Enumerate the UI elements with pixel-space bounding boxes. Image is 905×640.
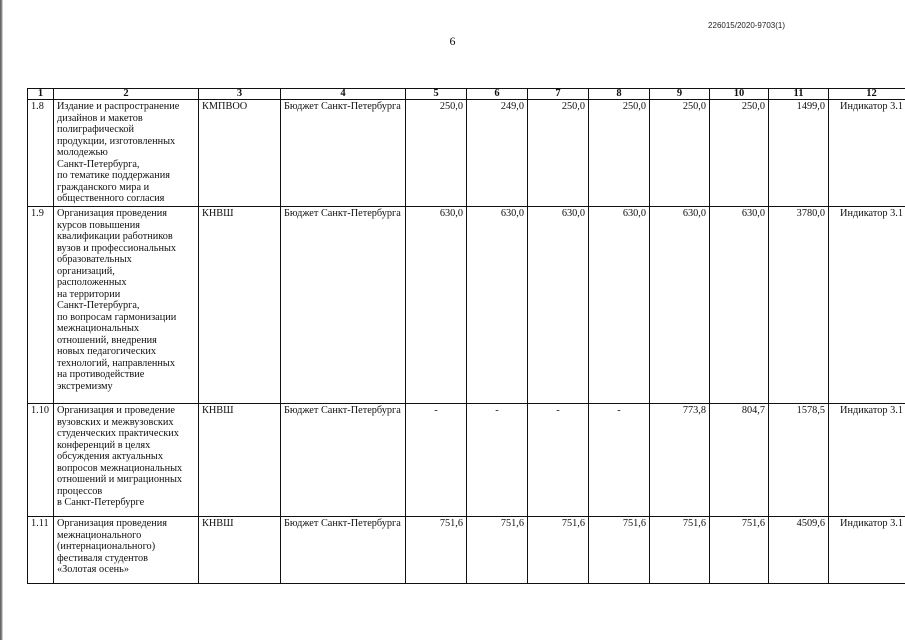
description-line: на территории [57,288,121,300]
executor-cell: КНВШ [199,404,281,517]
description-line: экстремизму [57,380,113,392]
table-row [28,100,905,207]
column-header: 10 [710,89,769,100]
description-line: по вопросам гармонизации [57,311,177,323]
value-cell: 250,0 [406,100,467,207]
value-cell: 630,0 [406,207,467,404]
total-cell: 4509,6 [769,517,829,584]
description-line: отношений и миграционных [57,474,183,485]
description-line: в Санкт-Петербурге [57,497,145,508]
description-line: молодежью [57,147,108,158]
executor-cell: КНВШ [199,207,281,404]
description-line: общественного согласия [57,193,165,204]
document-number: 226015/2020-9703(1) [708,21,785,30]
description-line: Организация проведения [57,518,167,529]
column-header: 3 [199,89,281,100]
column-header: 1 [28,89,54,100]
description-line: вузовских и межвузовских [57,416,174,428]
value-cell: 751,6 [467,517,528,584]
row-number: 1.9 [28,207,54,404]
description-line: вопросов межнациональных [57,462,183,474]
description-line: межнациональных [57,323,140,334]
column-header: 7 [528,89,589,100]
scan-edge [0,0,3,640]
total-cell: 1578,5 [769,404,829,517]
description-line: конференций в целях [57,439,151,451]
value-cell: 751,6 [528,517,589,584]
column-header: 8 [589,89,650,100]
column-header: 6 [467,89,528,100]
description-line: квалификации работников [57,231,173,242]
description-line: на противодействие [57,369,145,380]
value-cell: 751,6 [710,517,769,584]
header-row [28,89,905,100]
description-line: курсов повышения [57,219,141,231]
value-cell: 250,0 [589,100,650,207]
program-table [27,88,905,584]
column-header: 9 [650,89,710,100]
row-description [54,100,199,207]
column-header: 12 [829,89,905,100]
value-cell: 630,0 [467,207,528,404]
description-line: отношений, внедрения [57,334,157,346]
row-number: 1.10 [28,404,54,517]
value-cell: 630,0 [710,207,769,404]
description-line: «Золотая осень» [57,564,130,575]
total-cell: 3780,0 [769,207,829,404]
row-description [54,517,199,584]
value-cell: 249,0 [467,100,528,207]
column-header: 5 [406,89,467,100]
description-line: по тематике поддержания [57,170,170,181]
description-line: Организация проведения [57,208,167,219]
value-cell: - [467,404,528,517]
description-line: обсуждения актуальных [57,451,163,462]
value-cell: 630,0 [589,207,650,404]
indicator-cell: Индикатор 3.1 [829,404,905,517]
description-line: студенческих практических [57,428,179,439]
description-line: Санкт-Петербурга, [57,158,140,170]
value-cell: 751,6 [406,517,467,584]
indicator-cell: Индикатор 3.1 [829,100,905,207]
value-cell: 751,6 [589,517,650,584]
executor-cell: КНВШ [199,517,281,584]
total-cell: 1499,0 [769,100,829,207]
executor-cell: КМПВОО [199,100,281,207]
value-cell: - [406,404,467,517]
indicator-cell: Индикатор 3.1 [829,207,905,404]
description-line: межнационального [57,529,142,541]
description-line: Санкт-Петербурга, [57,300,140,311]
funding-source-cell: Бюджет Санкт-Петербурга [281,517,406,584]
description-line: расположенных [57,277,127,288]
value-cell: 804,7 [710,404,769,517]
table-row [28,517,905,584]
value-cell: 630,0 [528,207,589,404]
funding-source-cell: Бюджет Санкт-Петербурга [281,100,406,207]
description-line: образовательных [57,254,132,265]
row-number: 1.8 [28,100,54,207]
column-header: 2 [54,89,199,100]
table-row [28,207,905,404]
description-line: вузов и профессиональных [57,242,177,254]
description-line: Издание и распространение [57,101,180,112]
indicator-cell: Индикатор 3.1 [829,517,905,584]
value-cell: - [589,404,650,517]
description-line: технологий, направленных [57,357,175,369]
row-description [54,404,199,517]
description-line: организаций, [57,265,115,277]
description-line: процессов [57,485,103,497]
value-cell: - [528,404,589,517]
column-header: 4 [281,89,406,100]
description-line: фестиваля студентов [57,552,149,564]
funding-source-cell: Бюджет Санкт-Петербурга [281,404,406,517]
description-line: (интернационального) [57,541,156,552]
table-row [28,404,905,517]
description-line: новых педагогических [57,346,157,357]
value-cell: 773,8 [650,404,710,517]
description-line: Организация и проведение [57,405,175,416]
description-line: гражданского мира и [57,181,150,193]
value-cell: 250,0 [528,100,589,207]
page-number: 6 [449,34,456,48]
description-line: дизайнов и макетов [57,112,143,124]
value-cell: 630,0 [650,207,710,404]
value-cell: 250,0 [710,100,769,207]
description-line: продукции, изготовленных [57,135,176,147]
funding-source-cell: Бюджет Санкт-Петербурга [281,207,406,404]
value-cell: 250,0 [650,100,710,207]
row-number: 1.11 [28,517,54,584]
description-line: полиграфической [57,124,135,135]
value-cell: 751,6 [650,517,710,584]
row-description [54,207,199,404]
column-header: 11 [769,89,829,100]
